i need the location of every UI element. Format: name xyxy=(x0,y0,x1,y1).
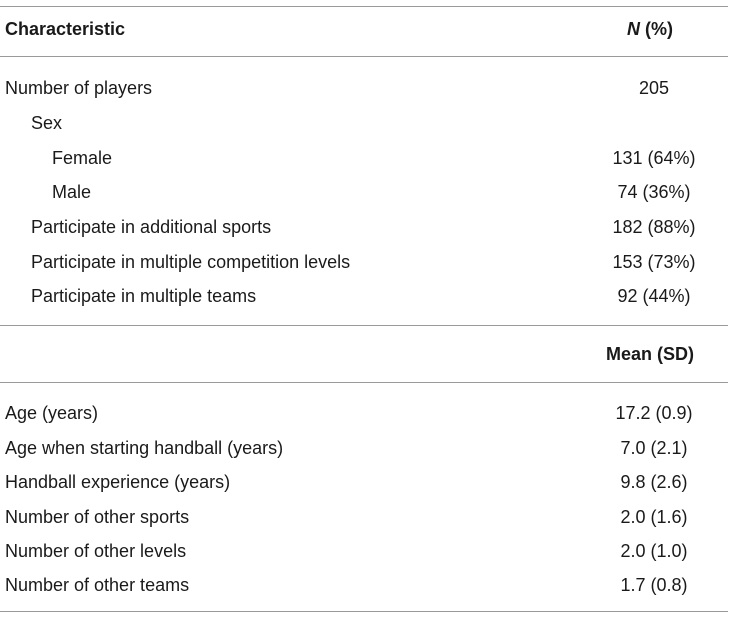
table-row xyxy=(0,210,730,244)
row-value: 17.2 (0.9) xyxy=(615,403,693,423)
header-n-percent xyxy=(580,12,720,46)
subheader-rule xyxy=(0,382,728,383)
table-row xyxy=(0,500,730,534)
row-label: Number of players xyxy=(5,78,153,98)
row-value: 153 (73%) xyxy=(612,252,696,272)
table-row xyxy=(0,534,730,568)
header-n-letter: N xyxy=(627,19,640,39)
row-label: Participate in multiple competition levels xyxy=(31,252,351,272)
table-row xyxy=(0,568,730,602)
table-row xyxy=(0,175,730,209)
row-value: 205 xyxy=(638,78,670,98)
row-label: Age when starting handball (years) xyxy=(5,438,284,458)
row-label: Female xyxy=(52,148,113,168)
row-label: Male xyxy=(52,182,92,202)
header-rule xyxy=(0,56,728,57)
top-rule xyxy=(0,6,728,7)
row-value: 1.7 (0.8) xyxy=(620,575,688,595)
row-value: 2.0 (1.0) xyxy=(620,541,688,561)
table-row xyxy=(0,431,730,465)
row-label: Age (years) xyxy=(5,403,99,423)
row-value: 7.0 (2.1) xyxy=(620,438,688,458)
header-mean-sd: Mean (SD) xyxy=(605,344,694,364)
row-label: Number of other sports xyxy=(5,507,190,527)
row-label: Number of other teams xyxy=(5,575,190,595)
table-row xyxy=(0,106,730,140)
section-rule xyxy=(0,325,728,326)
table-row xyxy=(0,71,730,105)
row-label: Sex xyxy=(31,113,63,133)
header-percent: (%) xyxy=(640,19,673,39)
subheader-row xyxy=(0,337,730,371)
row-value: 9.8 (2.6) xyxy=(620,472,688,492)
row-value: 131 (64%) xyxy=(612,148,696,168)
row-label: Participate in multiple teams xyxy=(31,286,257,306)
row-label: Participate in additional sports xyxy=(31,217,272,237)
row-value: 2.0 (1.6) xyxy=(620,507,688,527)
table-row xyxy=(0,396,730,430)
table-row xyxy=(0,465,730,499)
table-row xyxy=(0,279,730,313)
table-row xyxy=(0,245,730,279)
row-value: 92 (44%) xyxy=(617,286,691,306)
table-row xyxy=(0,141,730,175)
header-row xyxy=(0,12,730,46)
row-label: Handball experience (years) xyxy=(5,472,231,492)
row-value: 182 (88%) xyxy=(612,217,696,237)
row-value: 74 (36%) xyxy=(617,182,691,202)
row-label: Number of other levels xyxy=(5,541,187,561)
bottom-rule xyxy=(0,611,728,612)
header-characteristic: Characteristic xyxy=(5,19,126,39)
